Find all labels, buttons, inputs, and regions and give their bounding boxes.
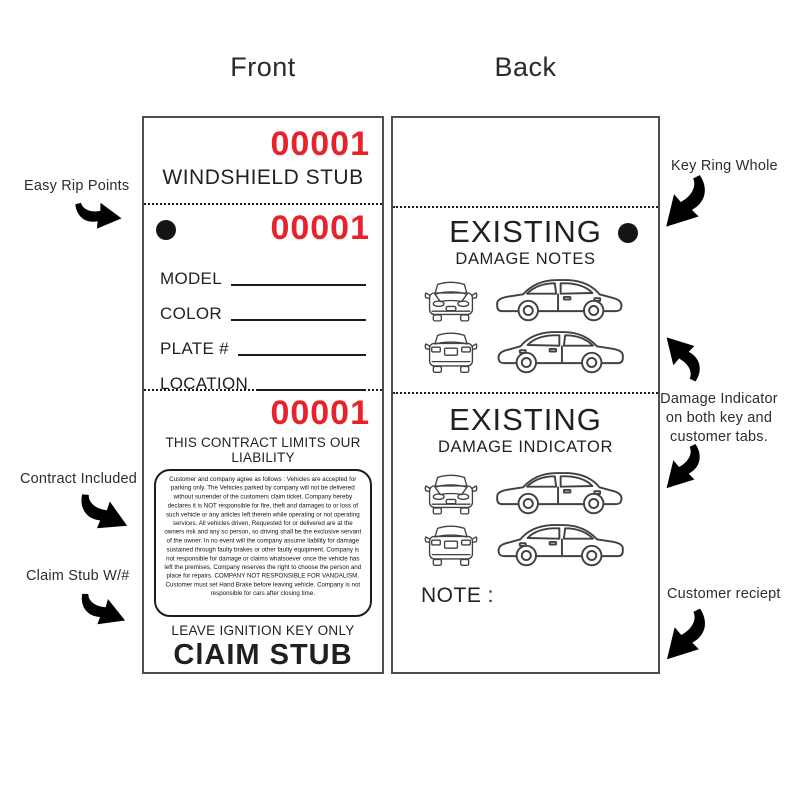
red-arrow-icon [655, 172, 711, 232]
car-diagram-row [393, 469, 658, 516]
car-side-view-icon [492, 276, 628, 323]
field-row-model [160, 255, 368, 290]
damage-notes-section [393, 208, 658, 394]
field-row-color [160, 290, 368, 325]
claim-stub-title: ClAIM STUB [173, 639, 353, 671]
plate-blank-line [238, 354, 366, 356]
damage-notes-subheading: DAMAGE NOTES [455, 249, 596, 268]
ticket-back [391, 116, 660, 674]
contract-terms-box [154, 469, 372, 617]
vehicle-fields [144, 255, 382, 395]
ignition-note: LEAVE IGNITION KEY ONLY [171, 623, 355, 638]
field-row-location [160, 360, 368, 395]
key-tag-number: 00001 [270, 209, 370, 248]
claim-stub-section [144, 391, 382, 672]
car-diagram-row [393, 521, 658, 568]
back-blank-section [393, 118, 658, 208]
damage-indicator-section [393, 394, 658, 672]
annotation-customer-receipt: Customer reciept [667, 586, 781, 602]
key-ring-hole-icon [618, 223, 638, 243]
annotation-contract-included: Contract Included [20, 471, 138, 487]
claim-stub-number: 00001 [270, 394, 370, 433]
car-front-view-icon [424, 278, 478, 323]
car-side-view-icon [492, 328, 628, 375]
back-column-heading: Back [494, 52, 557, 82]
annotation-easy-rip-points: Easy Rip Points [24, 178, 130, 194]
key-tag-section [144, 205, 382, 391]
car-rear-view-icon [424, 523, 478, 568]
location-label: LOCATION [160, 374, 249, 393]
damage-indicator-heading: EXISTING [449, 402, 602, 437]
annotation-key-ring-hole: Key Ring Whole [671, 158, 778, 174]
car-diagram-row [393, 276, 658, 323]
car-rear-view-icon [424, 330, 478, 375]
car-side-view-icon [492, 469, 628, 516]
windshield-stub-number: 00001 [270, 125, 370, 163]
color-label: COLOR [160, 304, 222, 323]
contract-heading: THIS CONTRACT LIMITS OUR LIABILITY [165, 435, 361, 465]
car-front-view-icon [424, 471, 478, 516]
color-blank-line [231, 319, 366, 321]
annotation-claim-stub-number: Claim Stub W/# [26, 568, 130, 584]
red-arrow-icon [657, 438, 705, 496]
damage-notes-heading: EXISTING [449, 214, 602, 249]
model-blank-line [231, 284, 366, 286]
annotation-damage-indicator: Damage Indicator on both key and customer tabs. [660, 391, 778, 445]
car-diagram-row [393, 328, 658, 375]
field-row-plate [160, 325, 368, 360]
front-column-heading: Front [230, 52, 296, 82]
red-arrow-icon [657, 330, 705, 387]
note-label: NOTE : [421, 583, 495, 607]
damage-indicator-subheading: DAMAGE INDICATOR [438, 437, 613, 456]
car-side-view-icon [492, 521, 628, 568]
red-arrow-icon [656, 606, 711, 664]
windshield-stub-section [144, 118, 382, 205]
windshield-stub-title: WINDSHIELD STUB [162, 165, 364, 189]
contract-terms-text: Customer and company agree as follows : Vehicles are accepted for parking only. The Vehicles parked by company will not be delivered without surrender of the customers claim ticket. Company hereby declares it is NOT responsible for fire, theft and damages to or loss of such vehicle or any articles left therein while operating or not operating services. All vehicles driven, Requested for or delivered are at the owners risk and any so person, so driving shall be the exclusive servant of the owner. In no event will the company assume liability for damage sustained through faulty brakes or other faulty equipment. Company is not responsible for damage or claims whatsoever once the vehicle has left the premises. Company reserves the right to choose the person and place for repairs. COMPANY NOT RESPONSIBLE FOR VANDALISM. Customer must set Hand Brake before leaving vehicle. Company is not responsible for cars after closing time. [164, 475, 362, 598]
ticket-front [142, 116, 384, 674]
model-label: MODEL [160, 269, 222, 288]
plate-label: PLATE # [160, 339, 229, 358]
